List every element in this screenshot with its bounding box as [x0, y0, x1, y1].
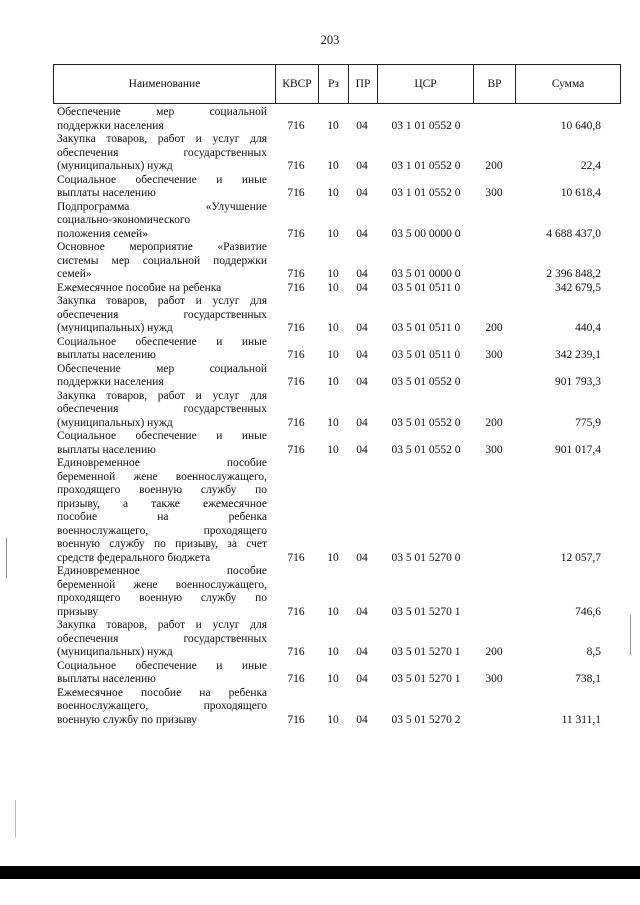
cell-rz: 10	[327, 281, 339, 294]
cell-sum: 8,5	[586, 646, 601, 658]
cell-kvsr: 716	[287, 349, 305, 361]
row-name-line: призыву, а также ежемесячное	[57, 497, 267, 510]
row-name-line: обеспечения государственных	[57, 146, 267, 159]
header-rz: Рз	[318, 65, 348, 103]
scan-artifact	[630, 615, 631, 655]
table-row	[0, 660, 640, 687]
cell-sum: 2 396 848,2	[546, 268, 601, 280]
cell-kvsr: 716	[287, 281, 305, 294]
cell-csr: 03 5 01 0511 0	[391, 349, 461, 361]
cell-pr: 04	[356, 443, 368, 456]
row-name-line: системы мер социальной поддержки	[57, 254, 267, 267]
row-name	[57, 106, 267, 133]
cell-vr: 200	[485, 416, 503, 429]
row-name-line: Закупка товаров, работ и услуг для	[57, 619, 267, 631]
row-name-line: военную службу по призыву, за счет	[57, 538, 267, 550]
row-name-line: Закупка товаров, работ и услуг для	[57, 133, 267, 145]
cell-kvsr: 716	[287, 376, 305, 388]
row-name-line: Закупка товаров, работ и услуг для	[57, 295, 267, 307]
row-name-line: беременной жене военнослужащего,	[57, 470, 267, 483]
cell-csr: 03 5 01 5270 2	[391, 713, 461, 726]
table-row	[0, 106, 640, 133]
row-name-line: проходящего военную службу по	[57, 484, 267, 496]
cell-csr: 03 5 01 0552 0	[391, 376, 461, 388]
row-name-line: Закупка товаров, работ и услуг для	[57, 389, 267, 402]
cell-sum: 342 679,5	[555, 281, 601, 294]
table-row	[0, 687, 640, 728]
cell-csr: 03 5 01 0552 0	[391, 443, 461, 456]
cell-vr: 300	[485, 673, 503, 685]
cell-sum: 738,1	[575, 673, 601, 685]
row-name-line: социально-экономического	[57, 214, 191, 226]
cell-rz: 10	[327, 551, 339, 564]
row-name	[57, 390, 267, 431]
cell-rz: 10	[327, 268, 339, 280]
cell-kvsr: 716	[287, 646, 305, 658]
row-name-line: поддержки населения	[57, 119, 164, 132]
row-name-line: Социальное обеспечение и иные	[57, 173, 267, 186]
cell-sum: 10 618,4	[560, 187, 601, 199]
page-number: 203	[320, 33, 340, 47]
cell-pr: 04	[356, 416, 368, 429]
cell-kvsr: 716	[287, 160, 305, 172]
cell-csr: 03 5 01 0000 0	[391, 268, 461, 280]
cell-vr: 200	[485, 322, 503, 334]
cell-kvsr: 716	[287, 443, 305, 456]
row-name-line: обеспечения государственных	[57, 308, 267, 321]
row-name	[57, 363, 267, 390]
row-name-line: Основное мероприятие «Развитие	[57, 241, 267, 253]
row-name-line: Подпрограмма «Улучшение	[57, 200, 267, 213]
row-name-line: положения семей»	[57, 227, 148, 240]
cell-sum: 901 793,3	[555, 376, 601, 388]
cell-sum: 11 311,1	[561, 713, 601, 726]
cell-kvsr: 716	[287, 268, 305, 280]
row-name-line: призыву	[57, 605, 99, 618]
table-row	[0, 241, 640, 282]
cell-pr: 04	[356, 227, 368, 240]
cell-rz: 10	[327, 227, 339, 240]
cell-sum: 22,4	[580, 160, 601, 172]
cell-pr: 04	[356, 673, 368, 685]
row-name-line: беременной жене военнослужащего,	[57, 578, 267, 591]
table-row	[0, 430, 640, 457]
cell-rz: 10	[327, 322, 339, 334]
cell-pr: 04	[356, 605, 368, 618]
cell-pr: 04	[356, 160, 368, 172]
table-row	[0, 457, 640, 565]
cell-sum: 746,6	[575, 605, 601, 618]
row-name-line: поддержки населения	[57, 376, 164, 388]
cell-rz: 10	[327, 376, 339, 388]
cell-csr: 03 5 01 0511 0	[391, 281, 461, 294]
row-name-line: Единовременное пособие	[57, 457, 267, 469]
cell-csr: 03 5 01 5270 0	[391, 551, 461, 564]
cell-kvsr: 716	[287, 227, 305, 240]
cell-pr: 04	[356, 268, 368, 280]
table-row	[0, 363, 640, 390]
scan-artifact	[6, 538, 7, 578]
row-name-line: семей»	[57, 268, 92, 280]
row-name	[57, 619, 267, 660]
cell-kvsr: 716	[287, 322, 305, 334]
cell-pr: 04	[356, 376, 368, 388]
row-name	[57, 174, 267, 201]
row-name-line: обеспечения государственных	[57, 632, 267, 645]
cell-sum: 10 640,8	[560, 119, 601, 132]
table-row	[0, 565, 640, 619]
header-kvsr: КВСР	[275, 65, 318, 103]
table-row	[0, 174, 640, 201]
row-name-line: Социальное обеспечение и иные	[57, 659, 267, 672]
row-name	[57, 133, 267, 174]
cell-csr: 03 5 01 5270 1	[391, 605, 461, 618]
cell-vr: 300	[485, 443, 503, 456]
cell-kvsr: 716	[287, 673, 305, 685]
row-name-line: выплаты населению	[57, 673, 156, 685]
cell-vr: 300	[485, 349, 503, 361]
cell-kvsr: 716	[287, 551, 305, 564]
cell-sum: 440,4	[575, 322, 601, 334]
cell-kvsr: 716	[287, 713, 305, 726]
row-name-line: Обеспечение мер социальной	[57, 362, 267, 375]
row-name-line: выплаты населению	[57, 443, 156, 456]
cell-sum: 901 017,4	[555, 443, 601, 456]
header-pr: ПР	[348, 65, 377, 103]
cell-kvsr: 716	[287, 119, 305, 132]
cell-csr: 03 5 01 5270 1	[391, 673, 461, 685]
cell-vr: 300	[485, 187, 503, 199]
table-row	[0, 390, 640, 431]
cell-csr: 03 1 01 0552 0	[391, 160, 461, 172]
cell-sum: 342 239,1	[555, 349, 601, 361]
cell-sum: 775,9	[575, 416, 601, 429]
cell-csr: 03 1 01 0552 0	[391, 119, 461, 132]
row-name-line: Социальное обеспечение и иные	[57, 430, 267, 442]
scan-artifact	[15, 800, 16, 838]
cell-rz: 10	[327, 119, 339, 132]
scan-bottom-bar	[0, 866, 640, 879]
cell-csr: 03 1 01 0552 0	[391, 187, 461, 199]
header-csr: ЦСР	[377, 65, 473, 103]
cell-rz: 10	[327, 646, 339, 658]
row-name-line: военнослужащего, проходящего	[57, 524, 267, 537]
row-name-line: Ежемесячное пособие на ребенка	[57, 686, 267, 699]
cell-kvsr: 716	[287, 187, 305, 199]
cell-vr: 200	[485, 160, 503, 172]
cell-csr: 03 5 01 0511 0	[391, 322, 461, 334]
cell-sum: 4 688 437,0	[546, 227, 601, 240]
cell-rz: 10	[327, 349, 339, 361]
row-name	[57, 430, 267, 457]
row-name	[57, 687, 267, 728]
row-name-line: военнослужащего, проходящего	[57, 700, 267, 712]
cell-csr: 03 5 00 0000 0	[391, 227, 461, 240]
row-name	[57, 457, 267, 565]
cell-kvsr: 716	[287, 416, 305, 429]
table-row	[0, 282, 640, 296]
cell-pr: 04	[356, 551, 368, 564]
row-name	[57, 241, 267, 282]
row-name-line: средств федерального бюджета	[57, 551, 211, 564]
row-name	[57, 660, 267, 687]
table-row	[0, 336, 640, 363]
row-name	[57, 336, 267, 363]
cell-rz: 10	[327, 443, 339, 456]
cell-csr: 03 5 01 5270 1	[391, 646, 461, 658]
header-name: Наименование	[128, 78, 201, 90]
table-row	[0, 201, 640, 242]
cell-pr: 04	[356, 322, 368, 334]
row-name-line: (муниципальных) нужд	[57, 322, 173, 334]
cell-rz: 10	[327, 416, 339, 429]
row-name-line: выплаты населению	[57, 349, 156, 361]
cell-rz: 10	[327, 673, 339, 685]
row-name-line: Ежемесячное пособие на ребенка	[57, 281, 222, 294]
row-name-line: обеспечения государственных	[57, 403, 267, 415]
row-name-line: проходящего военную службу по	[57, 592, 267, 604]
cell-rz: 10	[327, 713, 339, 726]
row-name	[57, 295, 267, 336]
table-row	[0, 295, 640, 336]
cell-csr: 03 5 01 0552 0	[391, 416, 461, 429]
cell-pr: 04	[356, 119, 368, 132]
cell-pr: 04	[356, 187, 368, 199]
row-name	[57, 201, 267, 242]
row-name	[57, 565, 267, 619]
table-row	[0, 619, 640, 660]
row-name-line: Обеспечение мер социальной	[57, 106, 267, 118]
row-name-line: Социальное обеспечение и иные	[57, 335, 267, 348]
cell-pr: 04	[356, 281, 368, 294]
cell-pr: 04	[356, 713, 368, 726]
cell-rz: 10	[327, 605, 339, 618]
table-header	[53, 64, 621, 104]
row-name-line: пособие на ребенка	[57, 511, 267, 523]
header-vr: ВР	[473, 65, 515, 103]
row-name-line: (муниципальных) нужд	[57, 160, 173, 172]
row-name-line: (муниципальных) нужд	[57, 416, 173, 429]
header-sum: Сумма	[515, 65, 620, 103]
cell-pr: 04	[356, 349, 368, 361]
cell-rz: 10	[327, 187, 339, 199]
cell-pr: 04	[356, 646, 368, 658]
row-name-line: (муниципальных) нужд	[57, 646, 173, 658]
cell-vr: 200	[485, 646, 503, 658]
row-name	[57, 282, 267, 296]
cell-sum: 12 057,7	[560, 551, 601, 564]
cell-rz: 10	[327, 160, 339, 172]
row-name-line: военную службу по призыву	[57, 713, 198, 726]
cell-kvsr: 716	[287, 605, 305, 618]
table-row	[0, 133, 640, 174]
row-name-line: выплаты населению	[57, 187, 156, 199]
row-name-line: Единовременное пособие	[57, 565, 267, 577]
